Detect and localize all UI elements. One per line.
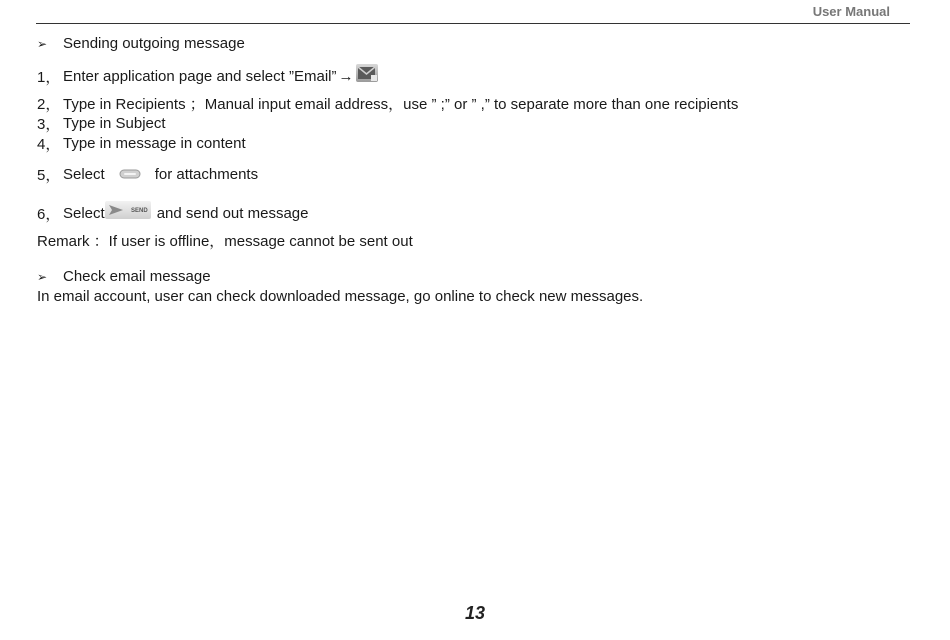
remark <box>37 230 413 251</box>
send-icon-label: SEND <box>130 207 148 214</box>
remark-text: Remark ：If user is offline，message cannot be sent out <box>37 233 413 250</box>
section-heading-check <box>37 268 211 285</box>
step-number: 5， <box>37 167 61 184</box>
step-text-before: Select <box>63 166 105 183</box>
step-4 <box>37 133 246 154</box>
step-text: Enter application page and select ”Email” <box>63 68 337 85</box>
envelope-icon <box>356 64 378 82</box>
send-icon <box>105 201 151 219</box>
step-text-after: and send out message <box>156 205 309 222</box>
step-1 <box>37 66 378 87</box>
step-text: Type in Subject <box>63 115 166 132</box>
section-heading-sending <box>37 35 245 52</box>
heading-text: Sending outgoing message <box>63 35 245 52</box>
step-text: Type in Recipients ；Manual input email address，use ” ;” or ” ,” to separate more than one recipients <box>63 96 739 113</box>
paperclip-icon <box>119 166 141 176</box>
step-5 <box>37 164 258 185</box>
page-number: 13 <box>464 603 486 623</box>
heading-text: Check email message <box>63 268 211 285</box>
step-text: Type in message in content <box>63 135 246 152</box>
step-number: 4， <box>37 136 61 153</box>
section-body <box>37 288 643 305</box>
arrow-right-icon: → <box>338 68 354 85</box>
step-3 <box>37 113 166 134</box>
header-rule <box>36 23 910 24</box>
step-text-before: Select <box>63 205 105 222</box>
bullet-icon: ➢ <box>37 36 48 51</box>
step-number: 6， <box>37 206 61 223</box>
body-text: In email account, user can check downloaded message, go online to check new messages. <box>37 288 644 305</box>
step-6 <box>37 203 308 224</box>
step-number: 1， <box>37 69 61 86</box>
step-2 <box>37 93 738 114</box>
bullet-icon: ➢ <box>37 269 48 284</box>
step-text-after: for attachments <box>154 166 259 183</box>
step-number: 2， <box>37 96 61 113</box>
step-number: 3， <box>37 116 61 133</box>
header-title: User Manual <box>812 4 890 19</box>
